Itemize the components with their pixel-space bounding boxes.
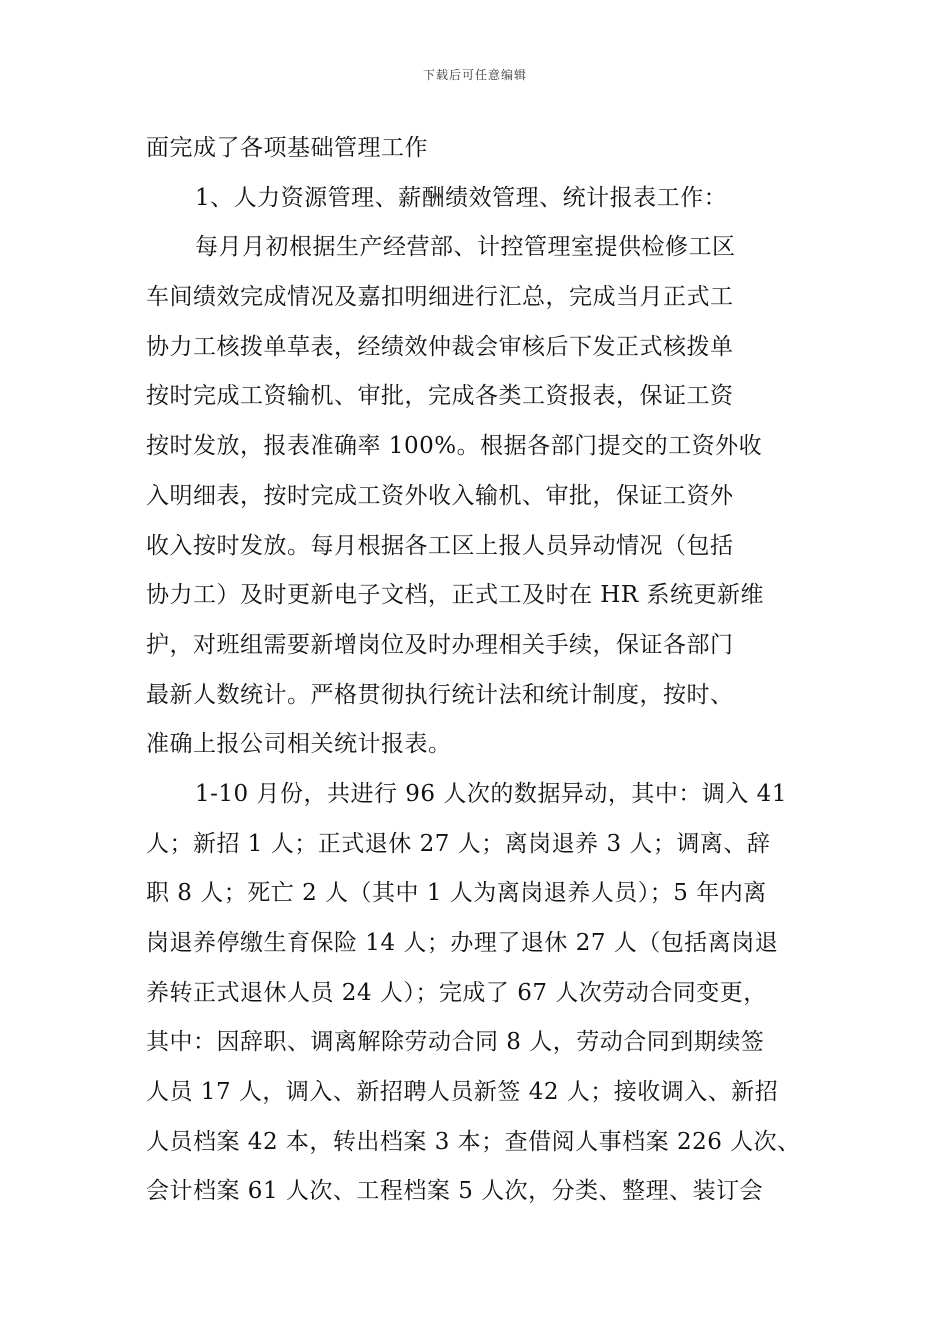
text-line: 1、人力资源管理、薪酬绩效管理、统计报表工作： [195,184,728,211]
header-note: 下载后可任意编辑 [422,68,527,82]
text-line: 护，对班组需要新增岗位及时办理相关手续，保证各部门 [146,631,734,658]
text-line: 每月月初根据生产经营部、计控管理室提供检修工区 [195,234,736,261]
text-line: 协力工核拨单草表，经绩效仲裁会审核后下发正式核拨单 [146,333,734,360]
body-text [146,124,826,1217]
text-line: 车间绩效完成情况及嘉扣明细进行汇总，完成当月正式工 [146,284,734,311]
text-line: 会计档案 61 人次、工程档案 5 人次，分类、整理、装订会 [146,1178,764,1205]
text-line: 协力工）及时更新电子文档，正式工及时在 HR 系统更新维 [146,582,764,609]
text-line: 养转正式退休人员 24 人）；完成了 67 人次劳动合同变更， [146,979,767,1006]
text-line: 其中：因辞职、调离解除劳动合同 8 人，劳动合同到期续签 [146,1029,765,1056]
text-line: 准确上报公司相关统计报表。 [146,731,452,758]
text-line: 人员档案 42 本，转出档案 3 本；查借阅人事档案 226 人次、 [146,1128,801,1155]
text-line: 人；新招 1 人；正式退休 27 人；离岗退养 3 人；调离、辞 [146,830,771,857]
text-line: 入明细表，按时完成工资外收入输机、审批，保证工资外 [146,482,734,509]
text-line: 1-10 月份，共进行 96 人次的数据异动，其中：调入 41 [195,780,787,807]
text-line: 最新人数统计。严格贯彻执行统计法和统计制度，按时、 [146,681,734,708]
text-line: 职 8 人；死亡 2 人（其中 1 人为离岗退养人员）；5 年内离 [146,880,767,907]
text-line: 收入按时发放。每月根据各工区上报人员异动情况（包括 [146,532,734,559]
text-line: 岗退养停缴生育保险 14 人；办理了退休 27 人（包括离岗退 [146,930,779,956]
text-line: 按时发放，报表准确率 100%。根据各部门提交的工资外收 [146,433,763,460]
text-line: 人员 17 人，调入、新招聘人员新签 42 人；接收调入、新招 [146,1079,779,1106]
text-line: 按时完成工资输机、审批，完成各类工资报表，保证工资 [146,383,734,410]
text-line: 面完成了各项基础管理工作 [146,135,428,161]
